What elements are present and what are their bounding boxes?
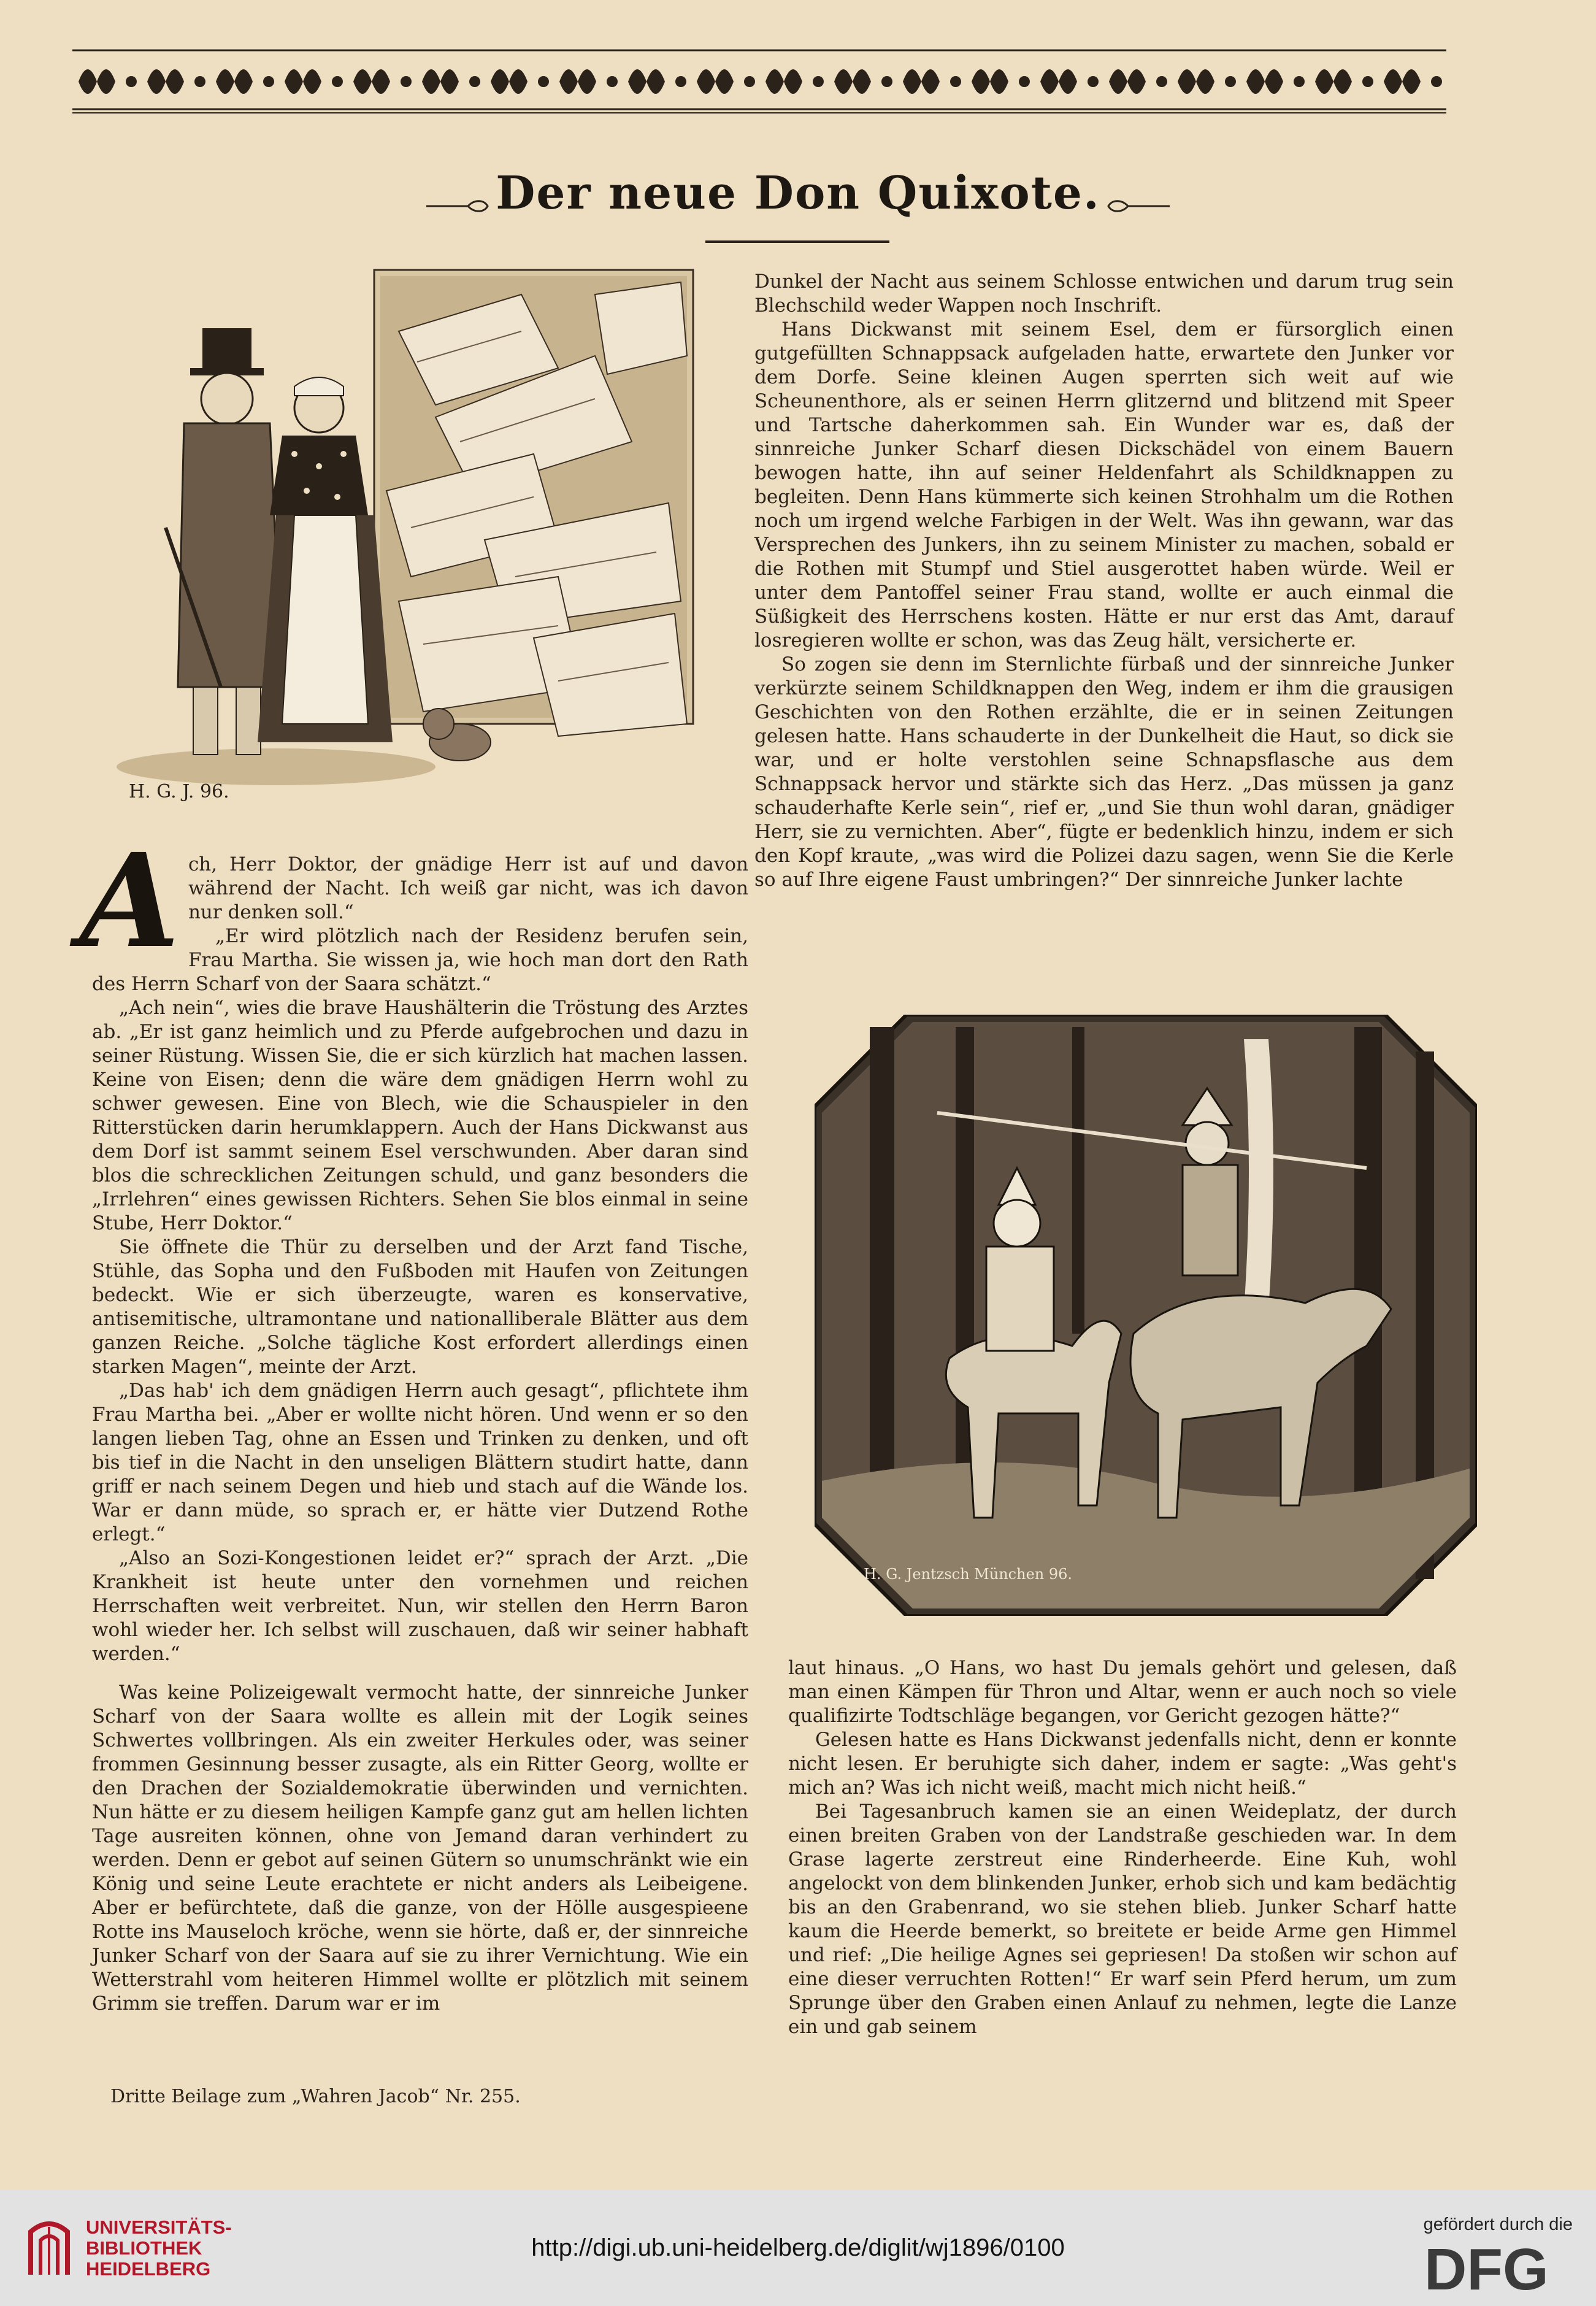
paragraph: Sie öffnete die Thür zu derselben und der Arzt fand Tische, Stühle, das Sopha und den Fußboden mit Haufen von Zeitungen bedeckt. Wie er sich überzeugte, waren es konservative, antisemitische, ultramontane und nationalliberale Blätter aus dem ganzen Reiche. „Solche tägliche Kost erfordert allerdings einen starken Magen“, meinte der Arzt. bbox=[92, 1236, 748, 1378]
ornament-dot bbox=[1156, 76, 1167, 87]
ornament-motif bbox=[765, 69, 802, 94]
ornament-motif bbox=[834, 69, 871, 94]
institution-line-3: HEIDELBERG bbox=[86, 2258, 211, 2280]
illustration-knight-and-squire bbox=[815, 1015, 1477, 1616]
illustration-signature: H. G. Jentzsch München 96. bbox=[864, 1566, 1073, 1583]
paragraph: „Ach nein“, wies die brave Haushälterin die Tröstung des Arztes ab. „Er ist ganz heimlich und zu Pferde aufgebrochen und dazu in seiner Rüstung. Wissen Sie, die er sich kürzlich hat machen lassen. Keine von Eisen; denn die wäre dem gnädigen Herrn wohl zu schwer gewesen. Eine von Blech, wie die Schauspieler in den Ritterstücken darin herumklappern. Auch der Hans Dickwanst aus dem Dorf ist sammt seinem Esel verschwunden. Aber daran sind blos die schrecklichen Zeitungen schuld, und ganz besonders die „Irrlehren“ eines gewissen Richters. Sehen Sie blos einmal in seine Stube, Herr Doktor.“ bbox=[92, 997, 748, 1234]
paragraph: Hans Dickwanst mit seinem Esel, dem er fürsorglich einen gutgefüllten Schnappsack aufgeladen hatte, erwartete den Junker vor dem Dorfe. Seine kleinen Augen sperrten sich weit auf wie Scheunenthore, als er seinen Herrn glitzernd und blitzend mit Speer und Tartsche daherkommen sah. Ein Wunder war es, daß der sinnreiche Junker Scharf diesen Dickschädel von einem Bauern bewogen hatte, ihn auf seiner Heldenfahrt als Schildknappen zu begleiten. Denn Hans kümmerte sich keinen Strohhalm um die Rothen noch um irgend welche Farbigen in der Welt. Was ihn gewann, war das Versprechen des Junkers, ihn zu seinem Minister zu machen, sobald er die Rothen mit Stumpf und Stiel ausgerottet haben würde. Weil er unter dem Pantoffel seiner Frau stand, wollte er auch einmal die Süßigkeit des Herrschens kosten. Hätte er nur erst das Amt, darauf losregieren wollte er schon, was das Zeug hält, versicherte er. bbox=[754, 318, 1454, 651]
ornament-dot bbox=[1294, 76, 1305, 87]
ornament-dot bbox=[332, 76, 343, 87]
ornament-motif bbox=[903, 69, 940, 94]
ornament-motif bbox=[1384, 69, 1421, 94]
ornament-motif bbox=[422, 69, 459, 94]
illustration-doctor-and-housekeeper bbox=[92, 258, 705, 810]
institution-line-2: BIBLIOTHEK bbox=[86, 2237, 202, 2259]
permalink-url[interactable]: http://digi.ub.uni-heidelberg.de/diglit/wj1896/0100 bbox=[531, 2234, 1065, 2261]
ornament-dot bbox=[401, 76, 412, 87]
paragraph: „Also an Sozi-Kongestionen leidet er?“ sprach der Arzt. „Die Krankheit ist heute unter den vornehmen und reichen Herrschaften weit verbreitet. Nun, wir stellen den Herrn Baron wohl wieder her. Ich selbst will zuschauen, daß wir seiner habhaft werden.“ bbox=[92, 1547, 748, 1665]
ornament-dot bbox=[1431, 76, 1442, 87]
ornament-dot bbox=[675, 76, 686, 87]
article-title: Der neue Don Quixote. bbox=[496, 167, 1100, 220]
ornamental-border bbox=[72, 48, 1446, 115]
ornament-motif bbox=[972, 69, 1008, 94]
institution-line-1: UNIVERSITÄTS- bbox=[86, 2216, 232, 2238]
ornament-motif bbox=[1040, 69, 1077, 94]
ornament-motif bbox=[147, 69, 184, 94]
title-rule bbox=[705, 240, 889, 243]
ornament-motif bbox=[1246, 69, 1283, 94]
ornament-dot bbox=[607, 76, 618, 87]
drop-cap: A bbox=[80, 825, 180, 977]
dfg-logo-text: DFG bbox=[1424, 2240, 1549, 2296]
ornament-motif bbox=[1109, 69, 1146, 94]
left-column bbox=[80, 825, 748, 2016]
title-flourish-right bbox=[1103, 197, 1171, 215]
ornament-dot bbox=[194, 76, 205, 87]
ornament-dot bbox=[1019, 76, 1030, 87]
paragraph: So zogen sie denn im Sternlichte fürbaß und der sinnreiche Junker verkürzte seinem Schildknappen den Weg, indem er ihm die grausigen Geschichten von den Rothen erzählte, die er in seinen Zeitungen gelesen hatte. Hans schauderte in der Dunkelheit die Haut, so dick sie war, und er holte verstohlen seine Schnapsflasche aus dem Schnappsack hervor und stärkte sich das Herz. „Das müssen ja ganz schauderhafte Kerle sein“, rief er, „und Sie thun wohl daran, gnädiger Herr, sie zu vernichten. Aber“, fügte er bedenklich hinzu, indem er sich den Kopf kraute, „was wird die Polizei dazu sagen, wenn Sie die Kerle so auf Ihre eigene Faust umbringen?“ Der sinnreiche Junker lachte bbox=[754, 653, 1454, 891]
ornament-dot bbox=[950, 76, 961, 87]
paragraph: ch, Herr Doktor, der gnädige Herr ist auf und davon während der Nacht. Ich weiß gar nicht, was ich davon nur denken soll.“ bbox=[188, 853, 748, 923]
ornament-motif bbox=[1315, 69, 1352, 94]
ornament-dot bbox=[1362, 76, 1373, 87]
ornament-dot bbox=[813, 76, 824, 87]
title-row bbox=[0, 167, 1596, 220]
right-column-top bbox=[754, 270, 1454, 892]
ornament-motif bbox=[353, 69, 390, 94]
ornament-motif bbox=[285, 69, 321, 94]
illustration-signature: H. G. J. 96. bbox=[129, 781, 229, 802]
dfg-logo[interactable] bbox=[1424, 2240, 1571, 2296]
paragraph: „Das hab' ich dem gnädigen Herrn auch gesagt“, pflichtete ihm Frau Martha bei. „Aber er wollte nicht hören. Und wenn er so den langen lieben Tag, ohne an Essen und Trinken zu denken, und oft bis tief in die Nacht in den unseligen Blättern studirt hatte, dann griff er nach seinem Degen und hieb und stach auf die Wände los. War er dann müde, so sprach er, er hätte vier Dutzend Rothe erlegt.“ bbox=[92, 1380, 748, 1545]
paragraph: laut hinaus. „O Hans, wo hast Du jemals gehört und gelesen, daß man einen Kämpen für Thron und Altar, wenn er auch noch so viele qualifizirte Todtschläge begangen, vor Gericht gezogen hätte?“ bbox=[788, 1657, 1457, 1727]
ornament-motif bbox=[628, 69, 665, 94]
ornament-dot bbox=[263, 76, 274, 87]
ornament-motif bbox=[79, 69, 115, 94]
ornament-motif bbox=[491, 69, 528, 94]
ornament-motif bbox=[216, 69, 253, 94]
paragraph: „Er wird plötzlich nach der Residenz berufen sein, Frau Martha. Sie wissen ja, wie hoch man dort den Rath des Herrn Scharf von der Saara schätzt.“ bbox=[92, 925, 748, 995]
ornament-dot bbox=[1088, 76, 1099, 87]
paragraph: Was keine Polizeigewalt vermocht hatte, der sinnreiche Junker Scharf von der Saara wollte es allein mit der Logik seines Schwertes vollbringen. Als ein zweiter Herkules oder, was seiner frommen Gesinnung besser zusagte, als ein Ritter Georg, wollte er den Drachen der Sozialdemokratie überwinden und vernichten. Nun hätte er zu diesem heiligen Kampfe ganz gut am hellen lichten Tage ausreiten können, ohne von Jemand daran verhindert zu werden. Denn er gebot auf seinen Gütern so unumschränkt wie ein König und seine Leute erachtete er nicht anders als Leibeigene. Aber er befürchtete, daß die ganze, von der Hölle ausgespieene Rotte ins Mauseloch kröche, wenn sie hörte, daß er, der sinnreiche Junker Scharf von der Saara auf sie zu ihrer Vernichtung. Wie ein Wetterstrahl vom heiteren Himmel wollte er plötzlich mit seinem Grimm sie treffen. Darum war er im bbox=[92, 1681, 748, 2015]
supplement-note: Dritte Beilage zum „Wahren Jacob“ Nr. 255. bbox=[110, 2086, 521, 2107]
ornament-motif bbox=[1178, 69, 1214, 94]
ornament-dot bbox=[744, 76, 755, 87]
paragraph: Bei Tagesanbruch kamen sie an einen Weideplatz, der durch einen breiten Graben von der Landstraße geschieden war. In dem Grase lagerte zerstreut eine Rinderheerde. Eine Kuh, wohl angelockt von dem blinkenden Junker, erhob sich und kam bedächtig bis an den Grabenrand, wo sie stehen blieb. Junker Scharf hatte kaum die Heerde bemerkt, so breitete er beide Arme gen Himmel und rief: „Die heilige Agnes sei gepriesen! Da stoßen wir schon auf eine dieser verruchten Rotten!“ Er warf sein Pferd herum, um zum Sprunge über den Graben einen Anlauf zu nehmen, legte die Lanze ein und gab seinem bbox=[788, 1801, 1457, 2038]
ornament-motif bbox=[697, 69, 734, 94]
right-column-bottom bbox=[788, 1656, 1457, 2039]
title-flourish-left bbox=[425, 197, 493, 215]
ornament-motif bbox=[559, 69, 596, 94]
viewer-footer-bar bbox=[0, 2190, 1596, 2306]
paragraph: Gelesen hatte es Hans Dickwanst jedenfalls nicht, denn er konnte nicht lesen. Er beruhigte sich daher, indem er sagte: „Was geht's mich an? Was ich nicht weiß, macht mich nicht heiß.“ bbox=[788, 1729, 1457, 1799]
ornament-dot bbox=[126, 76, 137, 87]
paragraph: Dunkel der Nacht aus seinem Schlosse entwichen und darum trug sein Blechschild weder Wappen noch Inschrift. bbox=[754, 271, 1454, 317]
ornament-dot bbox=[538, 76, 549, 87]
ornament-dot bbox=[1225, 76, 1236, 87]
ornament-dot bbox=[469, 76, 480, 87]
ornament-dot bbox=[881, 76, 892, 87]
funding-label: gefördert durch die bbox=[1423, 2215, 1573, 2234]
